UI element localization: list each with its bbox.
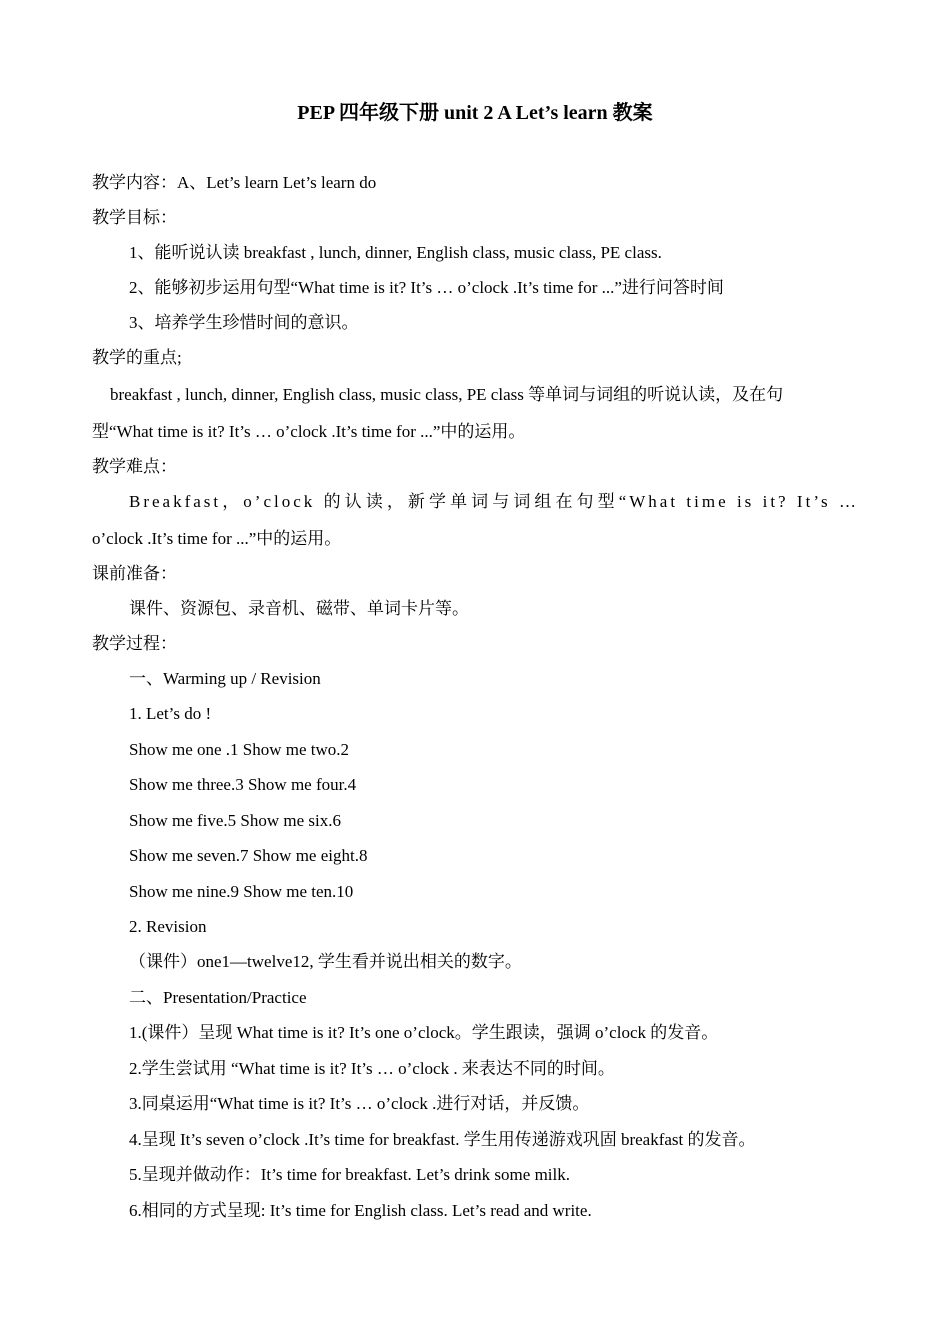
process-line: Show me five.5 Show me six.6 — [129, 811, 342, 830]
process-line: 一、Warming up / Revision — [129, 669, 321, 688]
process-line: 2.学生尝试用 “What time is it? It’s … o’clock . 来表达不同的时间。 — [129, 1059, 615, 1078]
process-line: 2. Revision — [129, 917, 207, 936]
process-line: 二、Presentation/Practice — [129, 988, 307, 1007]
content-line: 教学内容：A、Let’s learn Let’s learn do — [92, 173, 377, 192]
document-title: PEP 四年级下册 unit 2 A Let’s learn 教案 — [297, 102, 653, 124]
key-points-line: 型“What time is it? It’s … o’clock .It’s time for ...”中的运用。 — [92, 422, 526, 441]
process-line: 3.同桌运用“What time is it? It’s … o’clock .进行对话，并反馈。 — [129, 1094, 590, 1113]
process-line: Show me three.3 Show me four.4 — [129, 775, 357, 794]
key-points-heading: 教学的重点; — [92, 348, 182, 367]
difficulties-heading: 教学难点： — [92, 457, 177, 476]
process-line: Show me seven.7 Show me eight.8 — [129, 846, 368, 865]
key-points-line: breakfast , lunch, dinner, English class, music class, PE class 等单词与词组的听说认读，及在句 — [110, 385, 784, 404]
objective-item: 1、能听说认读 breakfast , lunch, dinner, English class, music class, PE class. — [129, 243, 662, 262]
process-line: 5.呈现并做动作：It’s time for breakfast. Let’s drink some milk. — [129, 1165, 570, 1184]
objective-item: 2、能够初步运用句型“What time is it? It’s … o’clock .It’s time for ...”进行问答时间 — [129, 278, 724, 297]
preparation-heading: 课前准备： — [92, 564, 177, 583]
process-line: 6.相同的方式呈现: It’s time for English class. Let’s read and write. — [129, 1201, 592, 1220]
process-line: 1.(课件）呈现 What time is it? It’s one o’clock。学生跟读，强调 o’clock 的发音。 — [129, 1023, 719, 1042]
difficulties-line: Breakfast，o’clock 的认读，新学单词与词组在句型“What time is it? It’s … — [129, 492, 859, 511]
objectives-heading: 教学目标： — [92, 208, 177, 227]
preparation-text: 课件、资源包、录音机、磁带、单词卡片等。 — [129, 599, 469, 618]
process-line: Show me nine.9 Show me ten.10 — [129, 882, 354, 901]
process-line: 1. Let’s do ! — [129, 704, 212, 723]
objective-item: 3、培养学生珍惜时间的意识。 — [129, 313, 359, 332]
difficulties-line: o’clock .It’s time for ...”中的运用。 — [92, 529, 342, 548]
process-heading: 教学过程： — [92, 634, 177, 653]
process-line: 4.呈现 It’s seven o’clock .It’s time for breakfast. 学生用传递游戏巩固 breakfast 的发音。 — [129, 1130, 756, 1149]
process-line: （课件）one1—twelve12, 学生看并说出相关的数字。 — [129, 952, 522, 971]
process-line: Show me one .1 Show me two.2 — [129, 740, 350, 759]
